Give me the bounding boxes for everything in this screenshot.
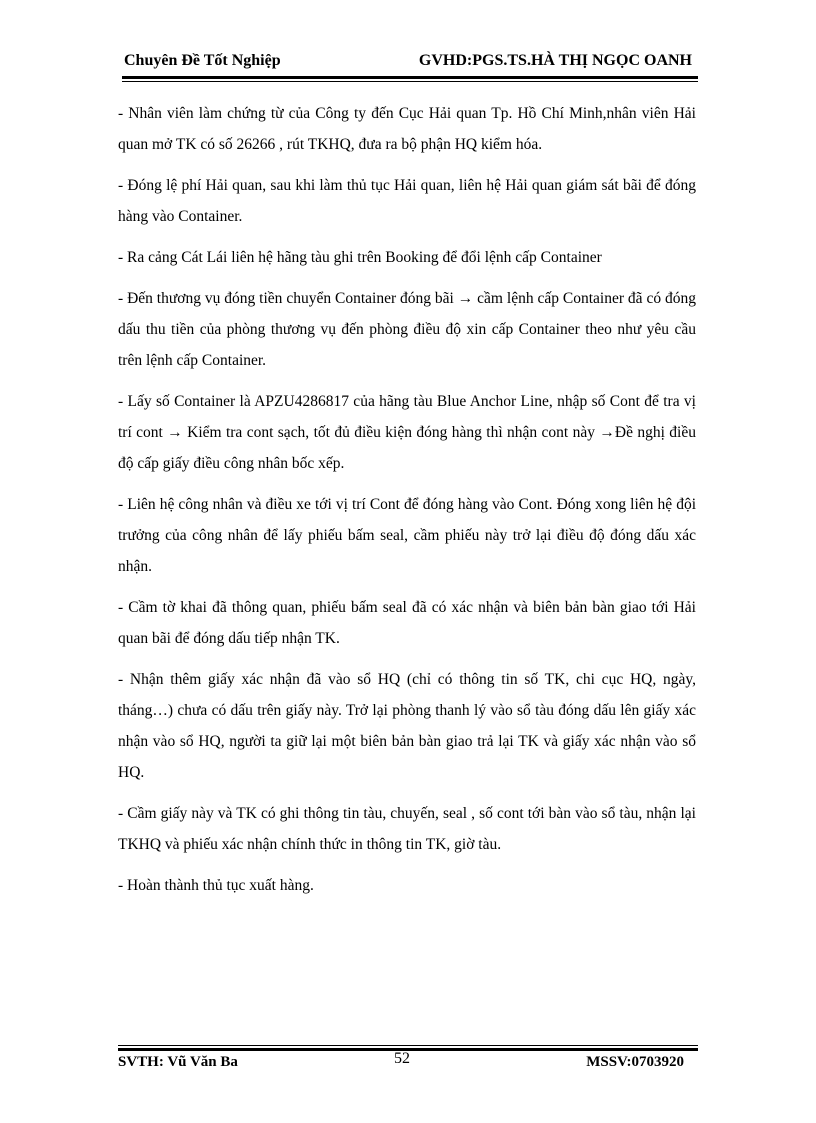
paragraph: - Lấy số Container là APZU4286817 của hãng tàu Blue Anchor Line, nhập số Cont để tra vị trí cont → Kiểm tra cont sạch, tốt đủ điều kiện đóng hàng thì nhận cont này →Đề nghị điều độ cấp giấy điều công nhân bốc xếp. [118,393,696,472]
page-footer [118,1050,698,1076]
footer-rule-thin [118,1045,698,1046]
header-rule-thin [122,81,698,82]
paragraph: - Đóng lệ phí Hải quan, sau khi làm thủ tục Hải quan, liên hệ Hải quan giám sát bãi để đóng hàng vào Container. [118,177,696,225]
paragraph: - Nhận thêm giấy xác nhận đã vào sổ HQ (chỉ có thông tin số TK, chi cục HQ, ngày, tháng…) chưa có dấu trên giấy này. Trở lại phòng thanh lý vào sổ tàu đóng dấu lên giấy xác nhận vào sổ HQ, người ta giữ lại một biên bản bàn giao trả lại TK và giấy xác nhận vào sổ HQ. [118,671,696,781]
paragraph: - Nhân viên làm chứng từ của Công ty đến Cục Hải quan Tp. Hồ Chí Minh,nhân viên Hải quan mở TK có số 26266 , rút TKHQ, đưa ra bộ phận HQ kiểm hóa. [118,105,696,153]
page-header [122,50,698,74]
supervisor-name: GVHD:PGS.TS.HÀ THỊ NGỌC OANH [418,52,692,69]
header-rule-thick [122,76,698,79]
paragraph: - Hoàn thành thủ tục xuất hàng. [118,877,314,894]
paragraph: - Ra cảng Cát Lái liên hệ hãng tàu ghi trên Booking để đổi lệnh cấp Container [118,249,602,266]
paragraph: - Liên hệ công nhân và điều xe tới vị trí Cont để đóng hàng vào Cont. Đóng xong liên hệ đội trưởng của công nhân để lấy phiếu bấm seal, cầm phiếu này trở lại điều độ đóng dấu xác nhận. [118,496,696,575]
student-name: SVTH: Vũ Văn Ba [118,1054,238,1070]
body-text [118,98,696,911]
paragraph: - Cầm giấy này và TK có ghi thông tin tàu, chuyến, seal , số cont tới bàn vào sổ tàu, nhận lại TKHQ và phiếu xác nhận chính thức in thông tin TK, giờ tàu. [118,805,696,853]
student-id: MSSV:0703920 [586,1054,684,1070]
paragraph: - Đến thương vụ đóng tiền chuyển Container đóng bãi → cầm lệnh cấp Container đã có đóng dấu thu tiền của phòng thương vụ đến phòng điều độ xin cấp Container theo như yêu cầu trên lệnh cấp Container. [118,290,696,369]
page-number: 52 [394,1050,410,1067]
document-title: Chuyên Đề Tốt Nghiệp [124,52,281,69]
paragraph: - Cầm tờ khai đã thông quan, phiếu bấm seal đã có xác nhận và biên bản bàn giao tới Hải quan bãi để đóng dấu tiếp nhận TK. [118,599,696,647]
